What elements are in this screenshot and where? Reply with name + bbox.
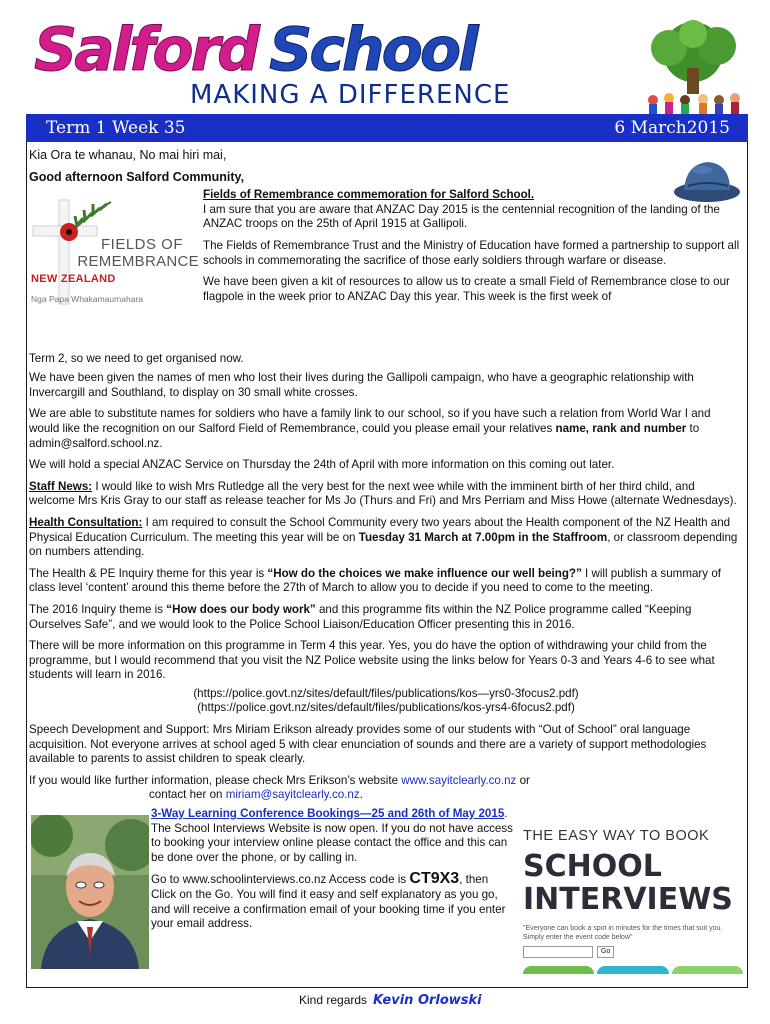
gallipoli-paragraph: We have been given the names of men who lost their lives during the Gallipoli campaign, who have a geographic relationship with Invercargill and Southland, to display on 30 small white crosses.: [29, 371, 694, 399]
inquiry-theme-paragraph: The Health & PE Inquiry theme for this year is “How do the choices we make influence our well being?” I will publish a summary of class level ‘content’ around this theme before the 27th of March to allow you to decide if you need to come to the meeting.: [29, 566, 721, 595]
fields-paragraph-2: The Fields of Remembrance Trust and the Ministry of Education have formed a partnership to support all schools in commemorating the sacrifice of those early soldiers through warfare or disease.: [203, 238, 740, 267]
ad-fine-print: "Everyone can book a spot in minutes for the times that suit you. Simply enter the event code below": [523, 924, 723, 941]
principal-photo: [31, 815, 149, 969]
term-banner: [26, 114, 748, 142]
sign-off: [299, 993, 482, 1009]
logo-new-zealand: NEW ZEALAND: [31, 273, 116, 286]
further-info-paragraph: If you would like further information, please check Mrs Erikson’s website www.sayitclearly.co.nz or contact her on miriam@sayitclearly.co.nz.: [29, 773, 530, 802]
conference-bookings-heading: 3-Way Learning Conference Bookings—25 and 26th of May 2015: [151, 807, 505, 821]
tagline: MAKING A DIFFERENCE: [190, 80, 511, 110]
term4-paragraph: There will be more information on this programme in Term 4 this year. Yes, you do have the option of withdrawing your child from the programme, but I would recommend that you visit the NZ Police website using the links below for Years 0-3 and Years 4-6 to see what students will learn in 2016.: [29, 639, 715, 682]
inquiry-2016-paragraph: The 2016 Inquiry theme is “How does our body work” and this programme fits within the NZ Police programme called “Keeping Ourselves Safe”, and we would look to the Police School Liaison/Education Officer presenting this in 2016.: [29, 602, 692, 631]
masthead: [0, 0, 770, 138]
sayitclearly-website-link[interactable]: www.sayitclearly.co.nz: [401, 773, 517, 787]
interviews-text: 3-Way Learning Conference Bookings—25 and 26th of May 2015. The School Interviews Website is now open. If you do not have access to booking your interview online please contact the office and this can be done over the phone, or by calling in. Go to www.schoolinterviews.co.nz Access code is CT9X3, then Click on the Go. You will find it easy and self explanatory as you go, and will receive a confirmation email of your booking time if you enter your email address.: [151, 807, 513, 931]
ad-code-input: [523, 946, 593, 958]
ad-tagline: THE EASY WAY TO BOOK: [523, 828, 710, 845]
police-link-years-4-6[interactable]: (https://police.govt.nz/sites/default/files/publications/kos-yrs4-6focus2.pdf): [197, 701, 575, 715]
logo-maori-subtitle: Nga Papa Whakamaumahara: [31, 294, 143, 305]
anzac-service-paragraph: We will hold a special ANZAC Service on Thursday the 24th of April with more information on this coming out later.: [29, 458, 615, 472]
staff-news-paragraph: Staff News: I would like to wish Mrs Rutledge all the very best for the next wee while with the imminent birth of her third child, and welcome Mrs Kris Gray to our staff as release teacher for Ms Jo (Thurs and Fri) and Mrs Perriam and Miss Howe (alternate Wednesdays).: [29, 479, 737, 508]
fields-of-remembrance-section: [29, 188, 743, 371]
logo-remembrance: REMEMBRANCE: [77, 253, 199, 271]
access-code-paragraph: Go to www.schoolinterviews.co.nz Access code is CT9X3, then Click on the Go. You will find it easy and self explanatory as you go, and will receive a confirmation email of your booking time if you enter your email address.: [151, 870, 506, 931]
fields-paragraph-1: I am sure that you are aware that ANZAC Day 2015 is the centennial recognition of the landing of the ANZAC troops on the 25th of April 1915 at Gallipoli.: [203, 202, 720, 231]
ad-go-button: Go: [597, 946, 614, 958]
substitute-names-paragraph: We are able to substitute names for soldiers who have a family link to our school, so if you have such a relation from World War I and would like the recognition on our Salford Field of Remembrance, could you please email your relatives name, rank and number to admin@salford.school.nz.: [29, 407, 711, 450]
erikson-email-link[interactable]: miriam@sayitclearly.co.nz: [225, 788, 360, 802]
issue-date: 6 March2015: [614, 118, 730, 138]
term-week: Term 1 Week 35: [46, 118, 186, 138]
school-tree-logo-icon: [633, 18, 753, 114]
title-school: School: [269, 15, 476, 85]
fields-paragraph-3: We have been given a kit of resources to allow us to create a small Field of Remembrance close to our flagpole in the week prior to ANZAC Day this year. This week is the first week of: [203, 275, 730, 303]
staff-news-label: Staff News:: [29, 479, 93, 493]
kind-regards: Kind regards: [299, 993, 368, 1008]
school-interviews-section: [29, 807, 743, 1012]
school-title: [34, 15, 476, 85]
fields-heading: Fields of Remembrance commemoration for Salford School.: [203, 188, 535, 202]
health-consultation-label: Health Consultation:: [29, 515, 143, 529]
health-consultation-paragraph: Health Consultation: I am required to consult the School Community every two years about the Health component of the NZ Health and Physical Education Curriculum. The meeting this year will be on Tuesday 31 March at 7.00pm in the Staffroom, or classroom depending on numbers attending.: [29, 515, 738, 559]
access-code: CT9X3: [409, 870, 460, 888]
fields-of-remembrance-logo: [31, 196, 199, 306]
school-interviews-ad: [523, 829, 743, 999]
speech-development-paragraph: Speech Development and Support: Mrs Miriam Erikson already provides some of our students with “Out of School” oral language acquisition. Not everyone arrives at school aged 5 with clear enunciation of sounds and there are a variety of support methodologies available to parents to assist children to speak clearly.: [29, 723, 707, 766]
greeting-maori: Kia Ora te whanau, No mai hiri mai,: [29, 148, 227, 162]
ad-interviews: INTERVIEWS: [523, 881, 733, 917]
fields-paragraph-3-tail: Term 2, so we need to get organised now.: [29, 352, 244, 366]
title-salford: Salford: [34, 15, 258, 85]
police-link-years-0-3[interactable]: (https://police.govt.nz/sites/default/files/publications/kos—yrs0-3focus2.pdf): [193, 686, 579, 700]
greeting-english: Good afternoon Salford Community,: [29, 169, 245, 184]
newsletter-body: [26, 142, 748, 1009]
ad-color-stripes: [523, 966, 743, 974]
principal-signature: Kevin Orlowski: [373, 993, 482, 1009]
fields-text: [203, 188, 743, 304]
logo-fields-of: FIELDS OF: [101, 236, 184, 254]
ad-school: SCHOOL: [523, 848, 662, 884]
